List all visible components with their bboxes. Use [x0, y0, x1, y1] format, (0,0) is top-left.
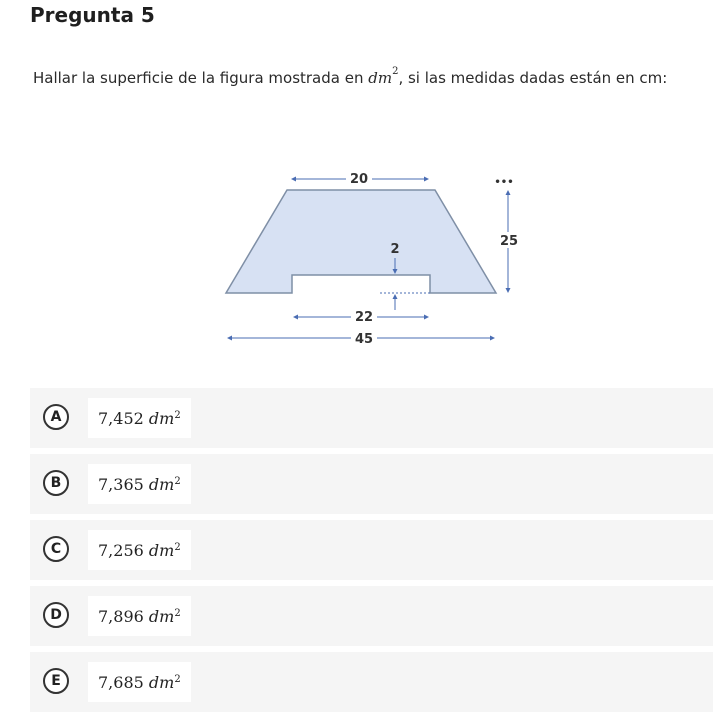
prompt-unit-exponent: 2 [392, 66, 399, 77]
prompt-unit [368, 66, 399, 87]
option-b-exponent: 2 [174, 475, 181, 487]
prompt-unit-base: dm [368, 69, 393, 87]
option-d[interactable] [30, 586, 713, 646]
option-c-value-box [88, 530, 191, 570]
option-d-value-box [88, 596, 191, 636]
option-c-value: 7,256 [98, 540, 144, 560]
option-d-exponent: 2 [174, 607, 181, 619]
option-c[interactable] [30, 520, 713, 580]
option-b-value: 7,365 [98, 474, 144, 494]
option-e-exponent: 2 [174, 673, 181, 685]
option-a-value-box [88, 398, 191, 438]
notch-width-label: 22 [354, 310, 374, 325]
option-e-unit: dm [148, 672, 175, 692]
height-label: 25 [499, 234, 519, 249]
option-d-value: 7,896 [98, 606, 144, 626]
trapezoid-shape [226, 190, 496, 293]
prompt-text-before: Hallar la superficie de la figura mostrada en [33, 69, 369, 87]
option-e-letter[interactable]: E [43, 668, 69, 694]
option-b-value-box [88, 464, 191, 504]
option-a-exponent: 2 [174, 409, 181, 421]
question-prompt [33, 66, 668, 87]
option-a[interactable] [30, 388, 713, 448]
option-c-letter[interactable]: C [43, 536, 69, 562]
more-options-icon[interactable]: ••• [494, 177, 514, 188]
base-width-label: 45 [354, 332, 374, 347]
prompt-text-after: , si las medidas dadas están en cm: [398, 69, 668, 87]
option-a-letter[interactable]: A [43, 404, 69, 430]
question-title: Pregunta 5 [30, 3, 155, 27]
option-c-exponent: 2 [174, 541, 181, 553]
option-e-value: 7,685 [98, 672, 144, 692]
option-b-unit: dm [148, 474, 175, 494]
option-b[interactable] [30, 454, 713, 514]
notch-depth-label: 2 [390, 242, 400, 257]
option-d-letter[interactable]: D [43, 602, 69, 628]
option-b-letter[interactable]: B [43, 470, 69, 496]
option-d-unit: dm [148, 606, 175, 626]
option-e-value-box [88, 662, 191, 702]
trapezoid-figure [220, 165, 520, 355]
top-width-label: 20 [349, 172, 369, 187]
option-a-unit: dm [148, 408, 175, 428]
option-c-unit: dm [148, 540, 175, 560]
option-a-value: 7,452 [98, 408, 144, 428]
option-e[interactable] [30, 652, 713, 712]
